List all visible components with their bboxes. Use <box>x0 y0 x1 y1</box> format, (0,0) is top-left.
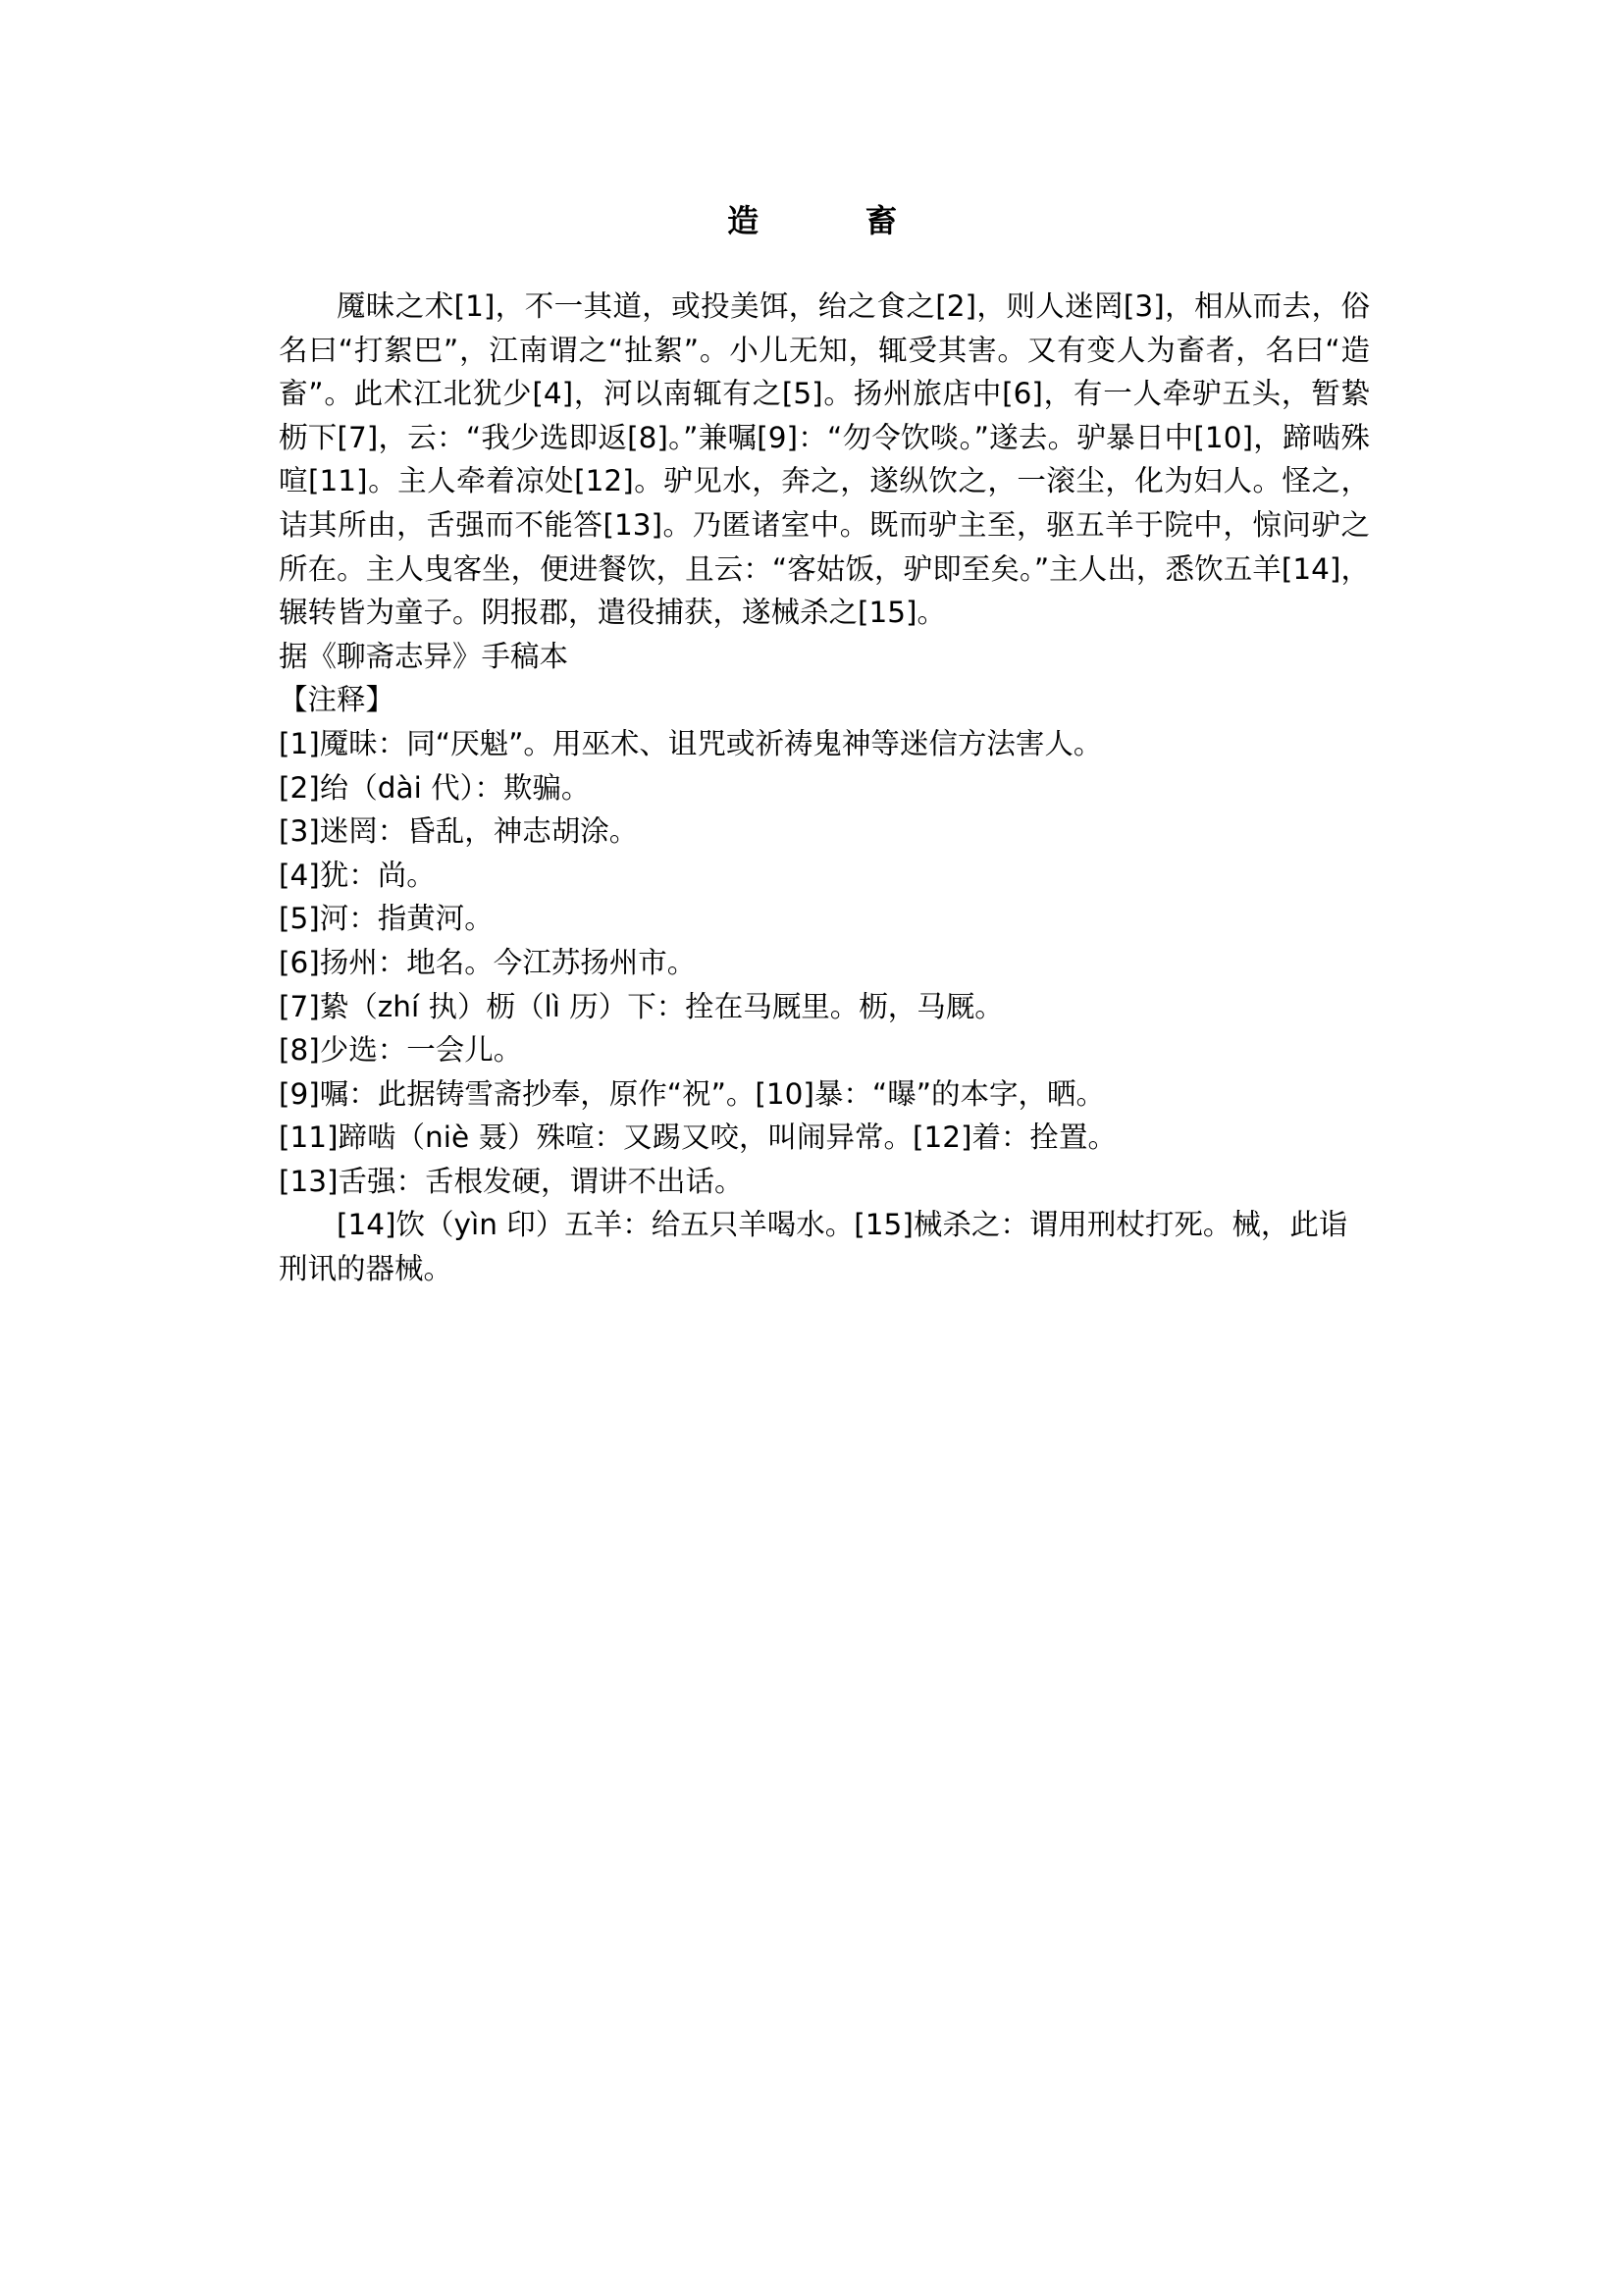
note-item: [6]扬州：地名。今江苏扬州市。 <box>279 945 697 979</box>
note-item: [8]少选：一会儿。 <box>279 1033 523 1068</box>
document-content <box>279 285 1370 1291</box>
source-line: 据《聊斋志异》手稿本 <box>279 639 569 673</box>
note-item: [2]绐（dài 代）：欺骗。 <box>279 770 591 805</box>
note-item: [11]蹄啮（niè 聂）殊喧：又踢又咬，叫闹异常。[12]着：拴置。 <box>279 1121 1118 1155</box>
note-item: [7]絷（zhí 执）枥（lì 历）下：拴在马厩里。枥，马厩。 <box>279 989 1004 1023</box>
page-title: 造 畜 <box>727 202 935 239</box>
note-item: [3]迷罔：昏乱，神志胡涂。 <box>279 814 639 849</box>
notes-heading: 【注释】 <box>279 683 395 717</box>
note-item: [13]舌强：舌根发硬，谓讲不出话。 <box>279 1164 744 1198</box>
note-item: [5]河：指黄河。 <box>279 902 494 936</box>
note-item: [9]嘱：此据铸雪斋抄奉，原作“祝”。[10]暴：“曝”的本字，晒。 <box>279 1076 1105 1111</box>
note-item: [4]犹：尚。 <box>279 858 436 892</box>
body-paragraph: 魇昧之术[1]，不一其道，或投美饵，绐之食之[2]，则人迷罔[3]，相从而去，俗名曰“打絮巴”，江南谓之“扯絮”。小儿无知，辄受其害。又有变人为畜者，名曰“造畜”。此术江北犹少[4]，河以南辄有之[5]。扬州旅店中[6]，有一人牵驴五头，暂絷枥下[7]，云：“我少选即返[8]。”兼嘱[9]：“勿令饮啖。”遂去。驴暴日中[10]，蹄啮殊喧[11]。主人牵着凉处[12]。驴见水，奔之，遂纵饮之，一滚尘，化为妇人。怪之，诘其所由，舌强而不能答[13]。乃匿诸室中。既而驴主至，驱五羊于院中，惊问驴之所在。主人曳客坐，便进餐饮，且云：“客姑饭，驴即至矣。”主人出，悉饮五羊[14]，辗转皆为童子。阴报郡，遣役捕获，遂械杀之[15]。 <box>279 289 1370 630</box>
note-item: [1]魇昧：同“厌魁”。用巫术、诅咒或祈祷鬼神等迷信方法害人。 <box>279 726 1103 760</box>
note-item: [14]饮（yìn 印）五羊：给五只羊喝水。[15]械杀之：谓用刑杖打死。械，此诣刑讯的器械。 <box>279 1208 1348 1286</box>
